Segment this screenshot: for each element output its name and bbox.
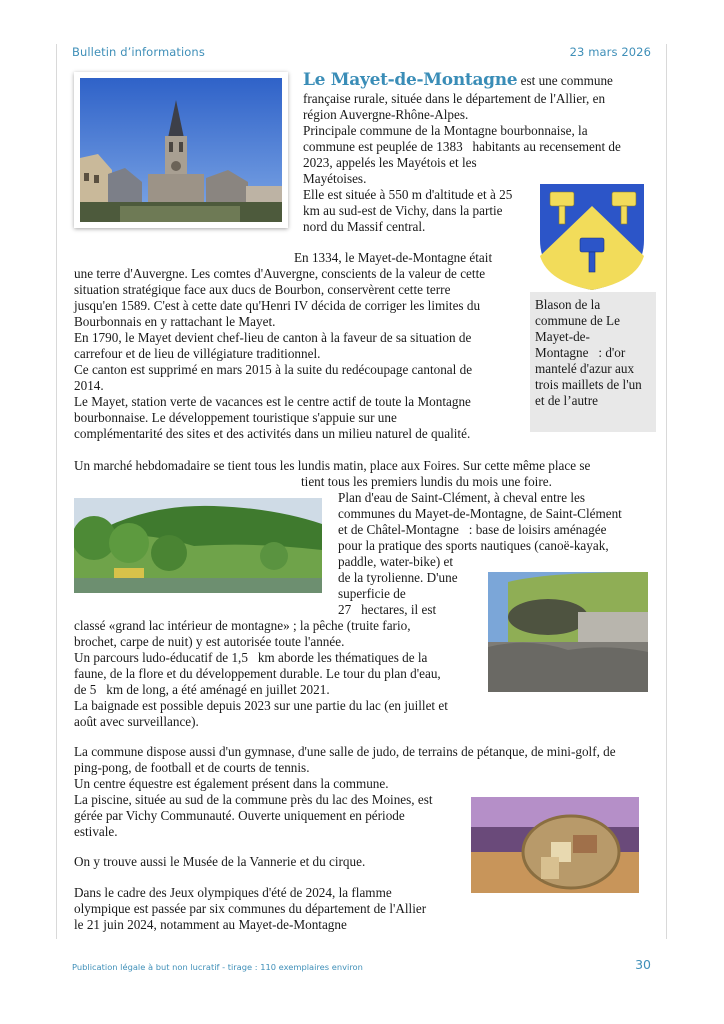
facilities-line: gérée par Vichy Communauté. Ouverte uniquement en période	[74, 808, 405, 823]
lake-line: classé «grand lac intérieur de montagne» ; la pêche (truite fario,	[74, 618, 411, 633]
coat-of-arms-shield-icon	[536, 182, 648, 292]
legal-notice: Publication légale à but non lucratif - tirage : 110 exemplaires environ	[72, 962, 363, 972]
history-line: bourbonnaise. Le développement touristique s'appuie sur une	[74, 410, 397, 425]
caption-line: et de l’autre	[535, 393, 598, 408]
lake-line: Plan d'eau de Saint-Clément, à cheval entre les	[338, 490, 585, 505]
intro-line: km au sud-est de Vichy, dans la partie	[303, 203, 503, 218]
lake-line: faune, de la flore et du développement durable. Le tour du plan d'eau,	[74, 666, 441, 681]
history-line: situation stratégique face aux ducs de Bourbon, conservèrent cette terre	[74, 282, 451, 297]
olympics-line: olympique est passée par six communes du département de l'Allier	[74, 901, 427, 916]
lake-line: août avec surveillance).	[74, 714, 199, 729]
lake-line: Un parcours ludo-éducatif de 1,5 km aborde les thématiques de la	[74, 650, 428, 665]
caption-line: mantelé d'azur aux	[535, 361, 635, 376]
facilities-line: Un centre équestre est également présent dans la commune.	[74, 776, 389, 791]
coat-of-arms-caption	[530, 292, 656, 432]
caption-line: Montagne : d'or	[535, 345, 626, 360]
history-line: carrefour et de lieu de villégiature traditionnel.	[74, 346, 321, 361]
intro-line: 2023, appelés les Mayétois et les	[303, 155, 477, 170]
museum-line: On y trouve aussi le Musée de la Vannerie et du cirque.	[74, 854, 366, 869]
facilities-line: La commune dispose aussi d'un gymnase, d'une salle de judo, de terrains de pétanque, de mini-golf, de	[74, 744, 616, 759]
market-line: Un marché hebdomadaire se tient tous les lundis matin, place aux Foires. Sur cette même place se	[74, 458, 591, 473]
history-line: complémentarité des sites et des activités dans un milieu naturel de qualité.	[74, 426, 471, 441]
history-line: En 1790, le Mayet devient chef-lieu de canton à la faveur de sa situation de	[74, 330, 472, 345]
lake-line: et de Châtel-Montagne : base de loisirs aménagée	[338, 522, 607, 537]
facilities-line: ping-pong, de football et de courts de tennis.	[74, 760, 310, 775]
page-border-right	[666, 44, 667, 939]
page-title: Le Mayet-de-Montagne	[303, 70, 518, 90]
coat-of-arms	[536, 182, 648, 292]
caption-line: commune de Le	[535, 313, 620, 328]
rock-photo	[488, 572, 648, 692]
history-line: 2014.	[74, 378, 104, 393]
facilities-line: estivale.	[74, 824, 118, 839]
history-line: Bourbonnais en y rattachant le Mayet.	[74, 314, 276, 329]
intro-line: nord du Massif central.	[303, 219, 426, 234]
publication-title: Bulletin d’informations	[72, 45, 205, 59]
market-line: tient tous les premiers lundis du mois une foire.	[301, 474, 552, 489]
history-line: Ce canton est supprimé en mars 2015 à la suite du redécoupage cantonal de	[74, 362, 473, 377]
page-number: 30	[635, 957, 651, 972]
caption-line: Mayet-de-	[535, 329, 590, 344]
basket-illustration	[471, 797, 639, 893]
lake-line: pour la pratique des sports nautiques (canoë-kayak,	[338, 538, 609, 553]
publication-date: 23 mars 2026	[569, 45, 651, 59]
lake-line: de 5 km de long, a été aménagé en juillet 2021.	[74, 682, 330, 697]
facilities-line: La piscine, située au sud de la commune près du lac des Moines, est	[74, 792, 433, 807]
lake-line: communes du Mayet-de-Montagne, de Saint-Clément	[338, 506, 622, 521]
lake-line: paddle, water-bike) et	[338, 554, 454, 569]
intro-line: française rurale, située dans le département de l'Allier, en	[303, 91, 606, 106]
lake-line: La baignade est possible depuis 2023 sur une partie du lac (en juillet et	[74, 698, 448, 713]
intro-line: Elle est située à 550 m d'altitude et à 25	[303, 187, 513, 202]
church-photo	[74, 72, 288, 228]
rock-illustration	[488, 572, 648, 692]
caption-line: trois maillets de l'un	[535, 377, 642, 392]
lake-line: superficie de	[338, 586, 406, 601]
lake-line: 27 hectares, il est	[338, 602, 437, 617]
intro-paragraph	[303, 72, 613, 89]
lake-line: brochet, carpe de nuit) y est autorisée toute l'année.	[74, 634, 345, 649]
basket-museum-photo	[471, 797, 639, 893]
page-border-left	[56, 44, 57, 939]
intro-line: commune est peuplée de 1383 habitants au recensement de	[303, 139, 621, 154]
intro-line: Principale commune de la Montagne bourbonnaise, la	[303, 123, 588, 138]
church-illustration	[80, 78, 282, 222]
olympics-line: le 21 juin 2024, notamment au Mayet-de-Montagne	[74, 917, 347, 932]
intro-line: Mayétoises.	[303, 171, 367, 186]
history-line: Le Mayet, station verte de vacances est le centre actif de toute la Montagne	[74, 394, 471, 409]
lake-photo	[74, 498, 322, 593]
caption-line: Blason de la	[535, 297, 601, 312]
history-line: En 1334, le Mayet-de-Montagne était	[294, 250, 493, 265]
intro-line: est une commune	[517, 73, 613, 88]
lake-illustration	[74, 498, 322, 593]
history-line: jusqu'en 1589. C'est à cette date qu'Henri IV décida de corriger les limites du	[74, 298, 481, 313]
lake-line: de la tyrolienne. D'une	[338, 570, 458, 585]
history-line: une terre d'Auvergne. Les comtes d'Auvergne, conscients de la valeur de cette	[74, 266, 486, 281]
intro-line: région Auvergne-Rhône-Alpes.	[303, 107, 469, 122]
olympics-line: Dans le cadre des Jeux olympiques d'été de 2024, la flamme	[74, 885, 392, 900]
